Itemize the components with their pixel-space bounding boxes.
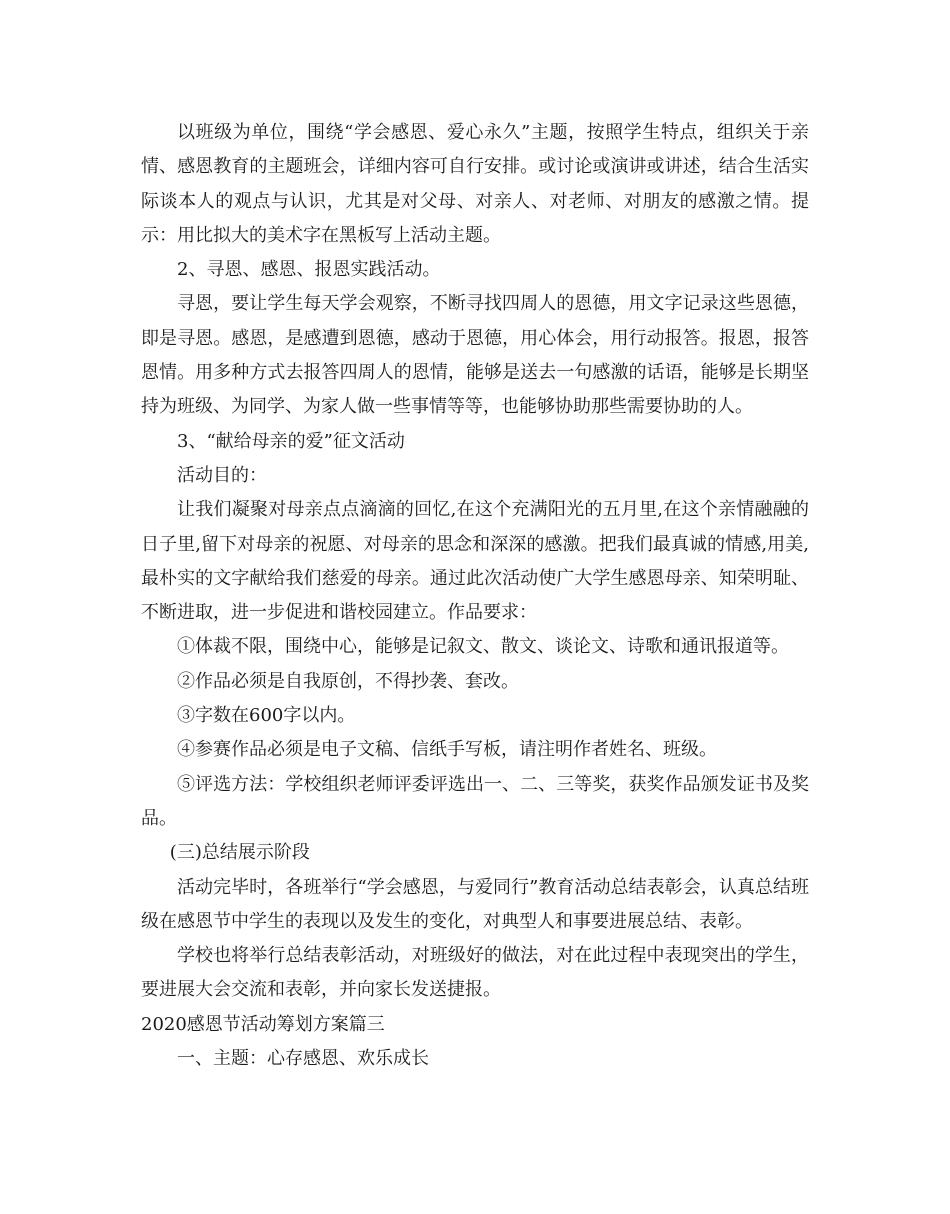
heading-summary-stage: (三)总结展示阶段: [169, 842, 310, 864]
requirement-item-3: ③字数在600字以内。: [177, 705, 356, 727]
document-body: [141, 116, 809, 1076]
requirement-item-2: ②作品必须是自我原创，不得抄袭、套改。: [177, 670, 519, 692]
requirement-item-1: ①体裁不限，围绕中心，能够是记叙文、散文、谈论文、诗歌和通讯报道等。: [177, 636, 789, 658]
heading-essay-activity: 3、“献给母亲的爱”征文活动: [177, 430, 405, 452]
paragraph-practice-activity: 寻恩，要让学生每天学会观察，不断寻找四周人的恩德，用文字记录这些恩德，即是寻恩。感恩，是感遭到恩德，感动于恩德，用心体会，用行动报答。报恩，报答恩情。用多种方式去报答四周人的恩情，能够是送去一句感激的话语，能够是长期坚持为班级、为同学、为家人做一些事情等等，也能够协助那些需要协助的人。: [141, 293, 809, 418]
heading-activity-purpose: 活动目的：: [177, 464, 267, 486]
paragraph-class-meeting: 以班级为单位，围绕“学会感恩、爱心永久”主题，按照学生特点，组织关于亲情、感恩教育的主题班会，详细内容可自行安排。或讨论或演讲或讲述，结合生活实际谈本人的观点与认识，尤其是对父母、对亲人、对老师、对朋友的感激之情。提示：用比拟大的美术字在黑板写上活动主题。: [141, 122, 809, 246]
requirement-item-4: ④参赛作品必须是电子文稿、信纸手写板，请注明作者姓名、班级。: [177, 739, 717, 761]
section-title-plan-three: 2020感恩节活动筹划方案篇三: [141, 1013, 385, 1035]
requirement-item-5: ⑤评选方法：学校组织老师评委评选出一、二、三等奖，获奖作品颁发证书及奖品。: [141, 773, 809, 829]
paragraph-summary-school: 学校也将举行总结表彰活动，对班级好的做法，对在此过程中表现突出的学生，要进展大会交流和表彰，并向家长发送捷报。: [141, 945, 809, 1001]
paragraph-summary-class: 活动完毕时，各班举行“学会感恩，与爱同行”教育活动总结表彰会，认真总结班级在感恩节中学生的表现以及发生的变化，对典型人和事要进展总结、表彰。: [141, 876, 809, 932]
heading-theme: 一、主题：心存感恩、欢乐成长: [177, 1048, 429, 1070]
heading-practice-activity: 2、寻恩、感恩、报恩实践活动。: [177, 259, 441, 281]
paragraph-activity-purpose: 让我们凝聚对母亲点点滴滴的回忆,在这个充满阳光的五月里,在这个亲情融融的日子里,留下对母亲的祝愿、对母亲的思念和深深的感激。把我们最真诚的情感,用美,最朴实的文字献给我们慈爱的母亲。通过此次活动使广大学生感恩母亲、知荣明耻、不断进取，进一步促进和谐校园建立。作品要求：: [141, 499, 809, 624]
